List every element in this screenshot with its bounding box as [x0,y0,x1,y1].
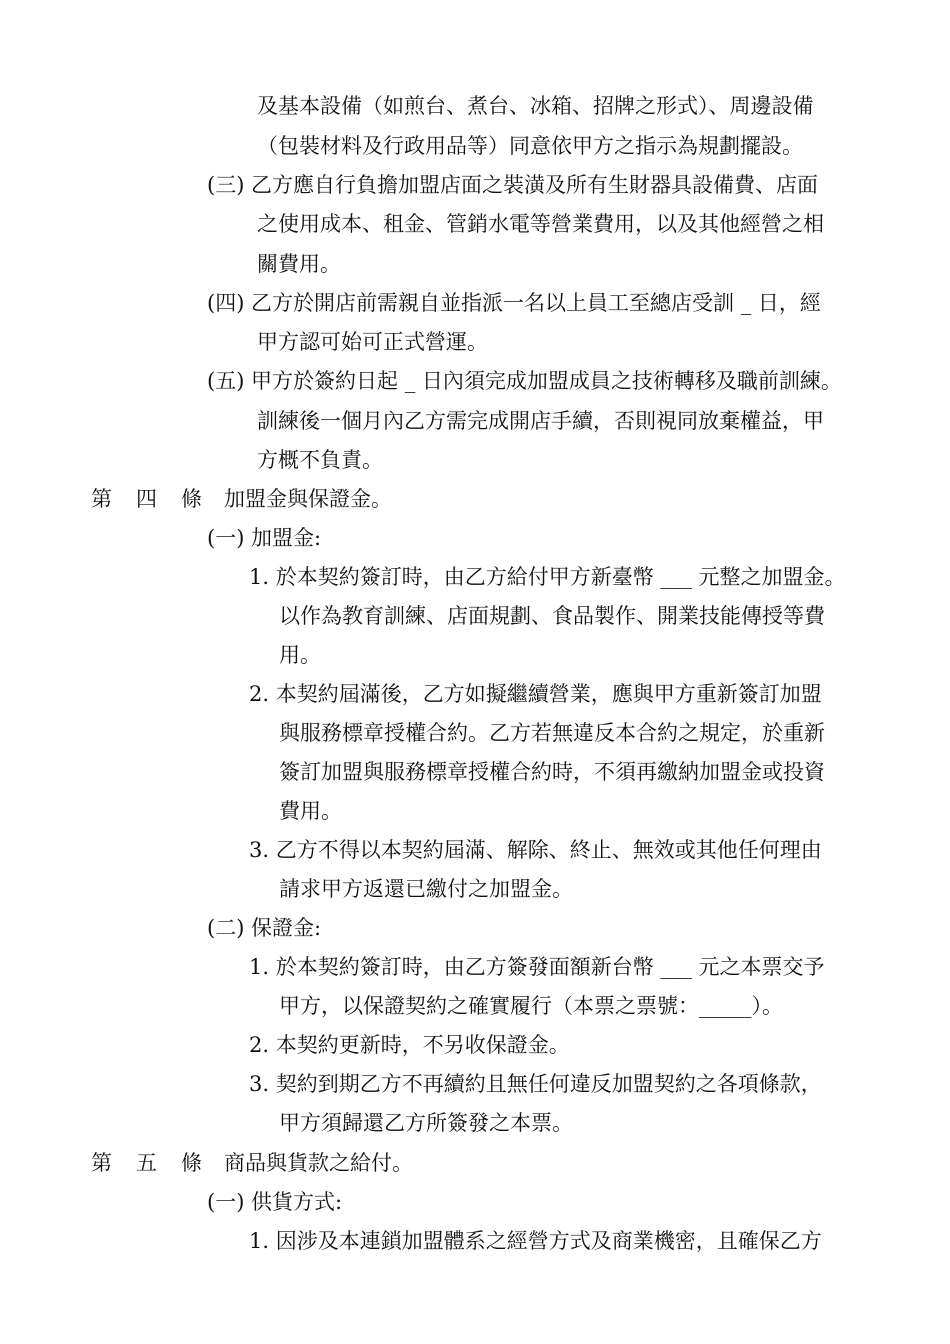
article-number [91,485,224,513]
article-4-heading [91,485,392,513]
clause-text: 及基本設備（如煎台、煮台、冰箱、招牌之形式）、周邊設備 [257,94,814,118]
numbered-item-cont: 請求甲方返還已繳付之加盟金。 [279,877,573,901]
numbered-item: 1. 因涉及本連鎖加盟體系之經營方式及商業機密，且確保乙方 [249,1229,822,1253]
article-title: 加盟金與保證金。 [224,487,392,511]
numbered-item: 2. 本契約更新時，不另收保證金。 [249,1033,570,1057]
numbered-item: 2. 本契約屆滿後，乙方如擬繼續營業，應與甲方重新簽訂加盟 [249,682,822,706]
article-5-heading [91,1149,413,1177]
clause-text: （包裝材料及行政用品等）同意依甲方之指示為規劃擺設。 [257,134,803,158]
subsection-heading: (二) 保證金: [207,916,322,940]
clause-text: 之使用成本、租金、管銷水電等營業費用，以及其他經營之相 [257,212,824,236]
numbered-item-cont: 用。 [279,643,321,667]
subsection-heading: (一) 供貨方式: [207,1190,343,1214]
article-char: 第 [91,487,112,511]
article-char: 條 [181,1151,202,1175]
numbered-item-cont: 費用。 [279,799,342,823]
article-char: 五 [136,1151,157,1175]
numbered-item: 3. 乙方不得以本契約屆滿、解除、終止、無效或其他任何理由 [249,838,822,862]
numbered-item: 3. 契約到期乙方不再續約且無任何違反加盟契約之各項條款， [249,1072,822,1096]
article-char: 條 [181,487,202,511]
numbered-item-cont: 甲方，以保證契約之確實履行（本票之票號：_____）。 [279,994,783,1018]
clause-text: 甲方認可始可正式營運。 [257,330,488,354]
clause-text: 關費用。 [257,252,341,276]
subsection-heading: (一) 加盟金: [207,526,322,550]
article-title: 商品與貨款之給付。 [224,1151,413,1175]
numbered-item: 1. 於本契約簽訂時，由乙方簽發面額新台幣 ___ 元之本票交予 [249,955,825,979]
clause-item-4: (四) 乙方於開店前需親自並指派一名以上員工至總店受訓 _ 日，經 [207,291,821,315]
numbered-item-cont: 與服務標章授權合約。乙方若無違反本合約之規定，於重新 [279,721,825,745]
article-number [91,1149,224,1177]
article-char: 第 [91,1151,112,1175]
article-char: 四 [136,487,157,511]
numbered-item-cont: 甲方須歸還乙方所簽發之本票。 [279,1111,573,1135]
clause-item-5: (五) 甲方於簽約日起 _ 日內須完成加盟成員之技術轉移及職前訓練。 [207,369,842,393]
numbered-item-cont: 以作為教育訓練、店面規劃、食品製作、開業技能傳授等費 [279,604,825,628]
clause-text: 方概不負責。 [257,448,383,472]
clause-text: 訓練後一個月內乙方需完成開店手續，否則視同放棄權益，甲 [257,409,824,433]
clause-item-3: (三) 乙方應自行負擔加盟店面之裝潢及所有生財器具設備費、店面 [207,173,819,197]
numbered-item: 1. 於本契約簽訂時，由乙方給付甲方新臺幣 ___ 元整之加盟金。 [249,565,846,589]
numbered-item-cont: 簽訂加盟與服務標章授權合約時，不須再繳納加盟金或投資 [279,760,825,784]
